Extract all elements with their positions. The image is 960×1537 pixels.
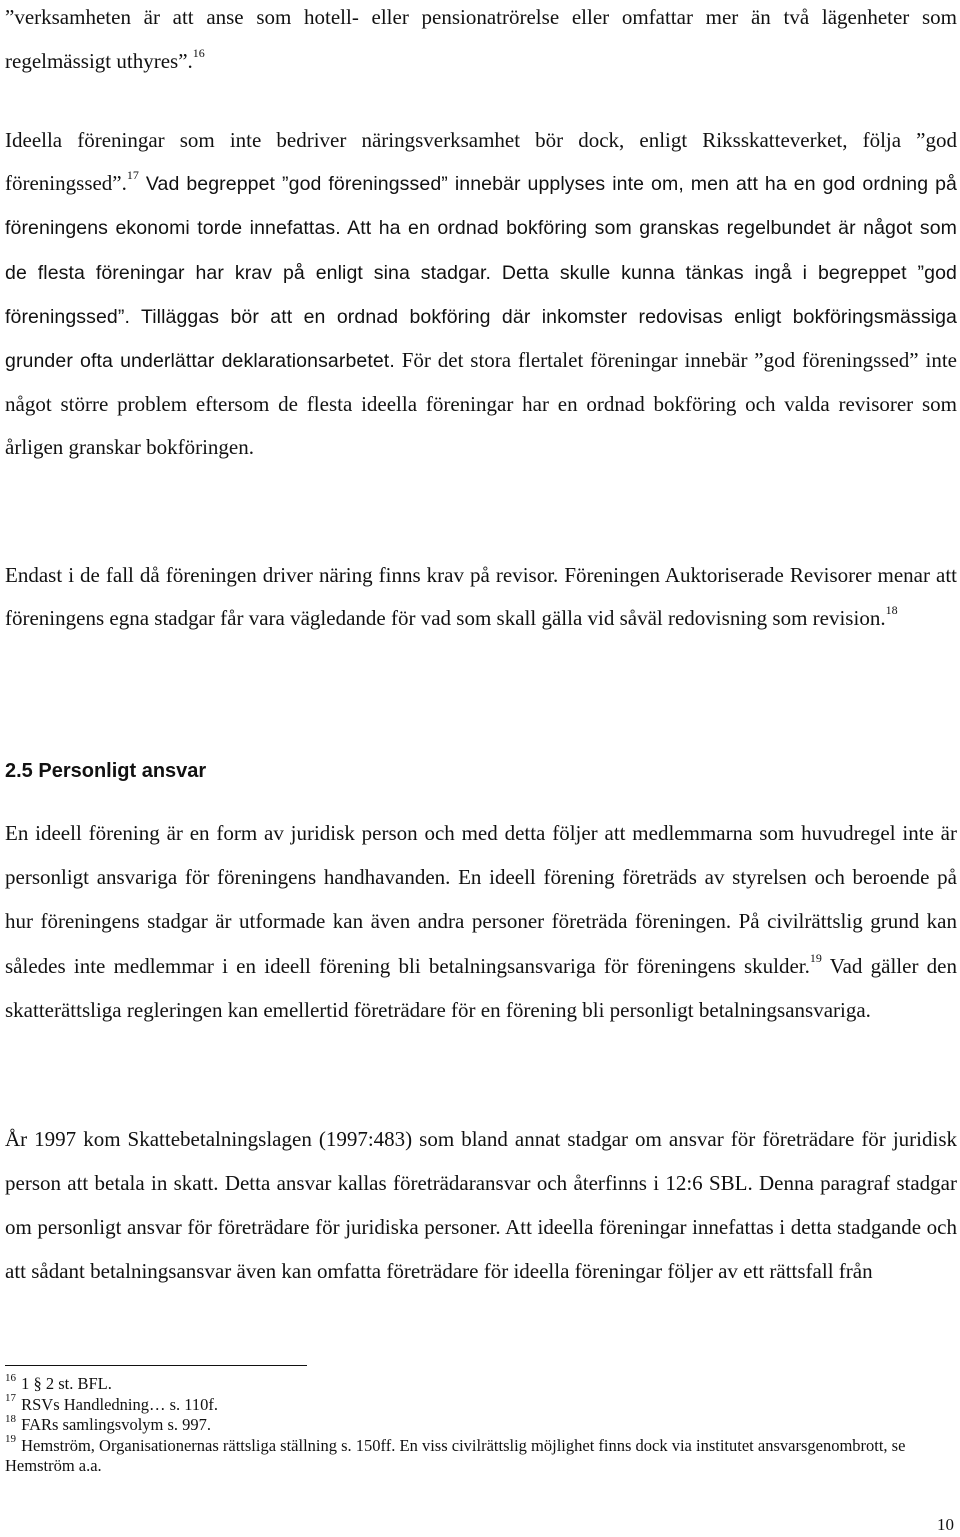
paragraph-text	[5, 0, 957, 83]
text-run: En ideell förening är en form av juridisk person och med detta följer att medlemmarna som huvudregel inte är personligt ansvariga för föreningens handhavanden. En ideell förening företräds av styrelsen och beroende på hur föreningens stadgar är utformade kan även andra personer företräda föreningen. På civilrättslig grund kan således inte medlemmar i en ideell förening bli betalningsansvariga för föreningens skulder.	[5, 821, 957, 978]
paragraph-juridisk-person	[5, 811, 957, 1032]
footnote	[5, 1392, 955, 1416]
paragraph-text	[5, 1117, 957, 1293]
footnote-divider	[5, 1365, 307, 1366]
footnote-text: RSVs Handledning… s. 110f.	[21, 1394, 219, 1414]
footnote	[5, 1433, 955, 1477]
footnote-text: FARs samlingsvolym s. 997.	[21, 1415, 212, 1434]
footnote-text: 1 § 2 st. BFL.	[21, 1374, 112, 1393]
footnote-number: 19	[5, 1433, 16, 1445]
footnote-ref[interactable]: 19	[809, 950, 822, 965]
footnote-number: 17	[5, 1392, 16, 1404]
footnote-text: Hemström, Organisationernas rättsliga ställning s. 150ff. En viss civilrättslig möjlighet finns dock via institutet ansvarsgenombrott, se Hemström a.a.	[5, 1435, 906, 1475]
footnote-ref[interactable]: 16	[192, 45, 205, 60]
paragraph-riksskatteverket	[5, 119, 957, 470]
section-heading: 2.5 Personligt ansvar	[5, 760, 207, 782]
text-run: Endast i de fall då föreningen driver näring finns krav på revisor. Föreningen Auktoriserade Revisorer menar att föreningens egna stadgar får vara vägledande för vad som skall gälla vid såväl redovisning som revision.	[5, 563, 957, 631]
footnote-ref[interactable]: 17	[126, 168, 139, 183]
paragraph-continuation	[5, 0, 957, 83]
footnote	[5, 1412, 955, 1436]
text-run: År 1997 kom Skattebetalningslagen (1997:483) som bland annat stadgar om ansvar för företrädare för juridisk person att betala in skatt. Detta ansvar kallas företrädaransvar och återfinns i 12:6 SBL. Denna paragraf stadgar om personligt ansvar för företrädare för juridiska personer. Att ideella föreningar innefattas i detta stadgande och att sådant betalningsansvar även kan omfatta företrädare för ideella föreningar följer av ett rättsfall från	[5, 1127, 957, 1283]
text-run: Vad gäller den skatterättsliga regleringen kan emellertid företrädare för en förening bli personligt betalningsansvariga.	[5, 953, 957, 1022]
paragraph-text	[5, 811, 957, 1032]
text-run: Ideella föreningar som inte bedriver näringsverksamhet bör dock, enligt Riksskatteverket, följa ”god föreningssed”.	[5, 128, 957, 196]
paragraph-text	[5, 119, 957, 470]
footnote-number: 18	[5, 1412, 16, 1425]
text-run: lägenheter som regelmässigt uthyres”.	[5, 5, 958, 73]
text-run: ”verksamheten är att anse som hotell- eller pensionatrörelse eller omfattar mer än två	[5, 5, 810, 29]
text-run: För det stora flertalet föreningar innebär ”god föreningssed” inte något större problem eftersom de flesta ideella föreningar har en ordnad bokföring och valda revisorer som årligen granskar bokföringen.	[5, 348, 957, 460]
footnote-number: 16	[5, 1371, 16, 1384]
paragraph-skattebetalningslagen	[5, 1117, 957, 1293]
paragraph-revisor	[5, 554, 957, 640]
footnote-ref[interactable]: 18	[885, 603, 898, 618]
text-run: Vad begreppet ”god föreningssed” innebär upplyses inte om, men att ha en god ordning på föreningens ekonomi torde innefattas. Att ha en ordnad bokföring som granskas regelbundet är något som de flesta föreningar har krav på enligt sina stadgar. Detta skulle kunna tänkas ingå i begreppet ”god föreningssed”. Tilläggas bör att en ordnad bokföring där inkomster redovisas enligt bokföringsmässiga grunder ofta underlättar deklarationsarbetet.	[5, 173, 957, 373]
footnote	[5, 1371, 955, 1395]
footnotes	[5, 1371, 955, 1477]
paragraph-text	[5, 554, 957, 640]
page-number: 10	[937, 1515, 954, 1534]
